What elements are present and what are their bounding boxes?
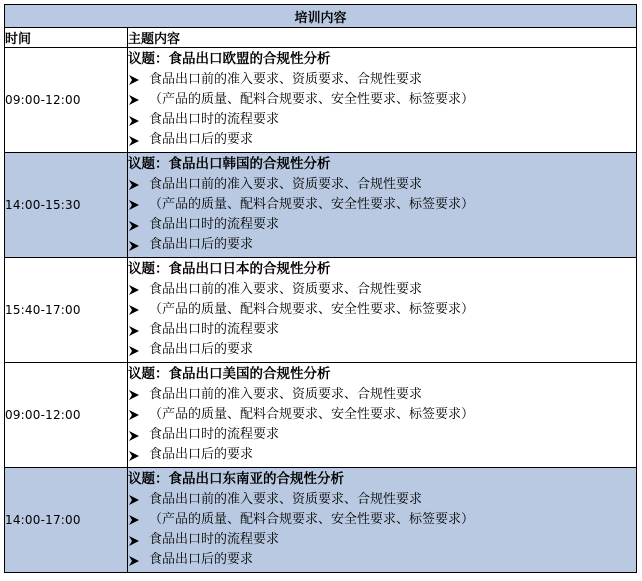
bullet-item bbox=[128, 320, 636, 339]
arrow-bullet-icon bbox=[128, 449, 140, 461]
bullet-text: 食品出口前的准入要求、资质要求、合规性要求 bbox=[149, 176, 423, 192]
topic-block bbox=[128, 363, 636, 467]
topic-title: 议题：食品出口韩国的合规性分析 bbox=[128, 155, 331, 172]
bullet-item bbox=[128, 280, 636, 299]
bullet-text: （产品的质量、配料合规要求、安全性要求、标签要求） bbox=[149, 301, 475, 317]
header-time: 时间 bbox=[5, 28, 128, 48]
bullet-item bbox=[128, 130, 636, 149]
table-title: 培训内容 bbox=[5, 5, 637, 28]
bullet-text: 食品出口前的准入要求、资质要求、合规性要求 bbox=[149, 491, 423, 507]
arrow-bullet-icon bbox=[128, 324, 140, 336]
arrow-bullet-icon bbox=[128, 93, 140, 105]
bullet-text: 食品出口后的要求 bbox=[149, 237, 254, 253]
bullet-item bbox=[128, 425, 636, 444]
time-cell: 14:00-17:00 bbox=[5, 468, 128, 573]
arrow-bullet-icon bbox=[128, 73, 140, 85]
topic-title: 议题：食品出口欧盟的合规性分析 bbox=[128, 50, 331, 67]
table-row bbox=[5, 363, 637, 468]
bullet-item bbox=[128, 510, 636, 529]
bullet-item bbox=[128, 385, 636, 404]
topic-cell bbox=[128, 258, 637, 363]
topic-cell bbox=[128, 363, 637, 468]
bullet-item bbox=[128, 70, 636, 89]
topic-cell bbox=[128, 48, 637, 153]
arrow-bullet-icon bbox=[128, 219, 140, 231]
arrow-bullet-icon bbox=[128, 178, 140, 190]
time-cell: 15:40-17:00 bbox=[5, 258, 128, 363]
bullet-item bbox=[128, 300, 636, 319]
arrow-bullet-icon bbox=[128, 114, 140, 126]
time-cell: 09:00-12:00 bbox=[5, 48, 128, 153]
training-schedule-table bbox=[4, 4, 637, 573]
table-row-highlighted bbox=[5, 153, 637, 258]
topic-cell bbox=[128, 468, 637, 573]
topic-cell bbox=[128, 153, 637, 258]
arrow-bullet-icon bbox=[128, 429, 140, 441]
bullet-item bbox=[128, 530, 636, 549]
bullet-item bbox=[128, 175, 636, 194]
bullet-text: 食品出口时的流程要求 bbox=[149, 427, 280, 443]
time-cell: 14:00-15:30 bbox=[5, 153, 128, 258]
bullet-text: 食品出口时的流程要求 bbox=[149, 112, 280, 128]
bullet-item bbox=[128, 490, 636, 509]
bullet-text: （产品的质量、配料合规要求、安全性要求、标签要求） bbox=[149, 406, 475, 422]
arrow-bullet-icon bbox=[128, 408, 140, 420]
bullet-text: 食品出口后的要求 bbox=[149, 447, 254, 463]
table-header-row bbox=[5, 28, 637, 48]
bullet-text: 食品出口前的准入要求、资质要求、合规性要求 bbox=[149, 71, 423, 87]
topic-block bbox=[128, 258, 636, 362]
table-body bbox=[5, 48, 637, 573]
topic-title: 议题：食品出口日本的合规性分析 bbox=[128, 260, 331, 277]
arrow-bullet-icon bbox=[128, 493, 140, 505]
bullet-text: 食品出口后的要求 bbox=[149, 342, 254, 358]
bullet-item bbox=[128, 405, 636, 424]
arrow-bullet-icon bbox=[128, 554, 140, 566]
arrow-bullet-icon bbox=[128, 303, 140, 315]
bullet-item bbox=[128, 235, 636, 254]
header-topic: 主题内容 bbox=[128, 28, 637, 48]
bullet-text: （产品的质量、配料合规要求、安全性要求、标签要求） bbox=[149, 196, 475, 212]
bullet-text: （产品的质量、配料合规要求、安全性要求、标签要求） bbox=[149, 91, 475, 107]
topic-block bbox=[128, 48, 636, 152]
bullet-item bbox=[128, 340, 636, 359]
bullet-item bbox=[128, 445, 636, 464]
table-row bbox=[5, 48, 637, 153]
bullet-text: 食品出口时的流程要求 bbox=[149, 217, 280, 233]
arrow-bullet-icon bbox=[128, 513, 140, 525]
bullet-item bbox=[128, 90, 636, 109]
topic-title: 议题：食品出口东南亚的合规性分析 bbox=[128, 470, 344, 487]
table-title-row bbox=[5, 5, 637, 28]
bullet-text: 食品出口后的要求 bbox=[149, 132, 254, 148]
topic-title: 议题：食品出口美国的合规性分析 bbox=[128, 365, 331, 382]
arrow-bullet-icon bbox=[128, 283, 140, 295]
bullet-text: 食品出口时的流程要求 bbox=[149, 532, 280, 548]
bullet-text: 食品出口后的要求 bbox=[149, 552, 254, 568]
topic-block bbox=[128, 153, 636, 257]
table-row bbox=[5, 258, 637, 363]
arrow-bullet-icon bbox=[128, 344, 140, 356]
arrow-bullet-icon bbox=[128, 534, 140, 546]
arrow-bullet-icon bbox=[128, 388, 140, 400]
topic-block bbox=[128, 468, 636, 572]
bullet-text: 食品出口前的准入要求、资质要求、合规性要求 bbox=[149, 281, 423, 297]
bullet-text: 食品出口时的流程要求 bbox=[149, 322, 280, 338]
arrow-bullet-icon bbox=[128, 134, 140, 146]
bullet-text: （产品的质量、配料合规要求、安全性要求、标签要求） bbox=[149, 511, 475, 527]
bullet-item bbox=[128, 550, 636, 569]
table-row-highlighted bbox=[5, 468, 637, 573]
bullet-item bbox=[128, 215, 636, 234]
bullet-item bbox=[128, 110, 636, 129]
bullet-item bbox=[128, 195, 636, 214]
bullet-text: 食品出口前的准入要求、资质要求、合规性要求 bbox=[149, 386, 423, 402]
arrow-bullet-icon bbox=[128, 198, 140, 210]
arrow-bullet-icon bbox=[128, 239, 140, 251]
time-cell: 09:00-12:00 bbox=[5, 363, 128, 468]
